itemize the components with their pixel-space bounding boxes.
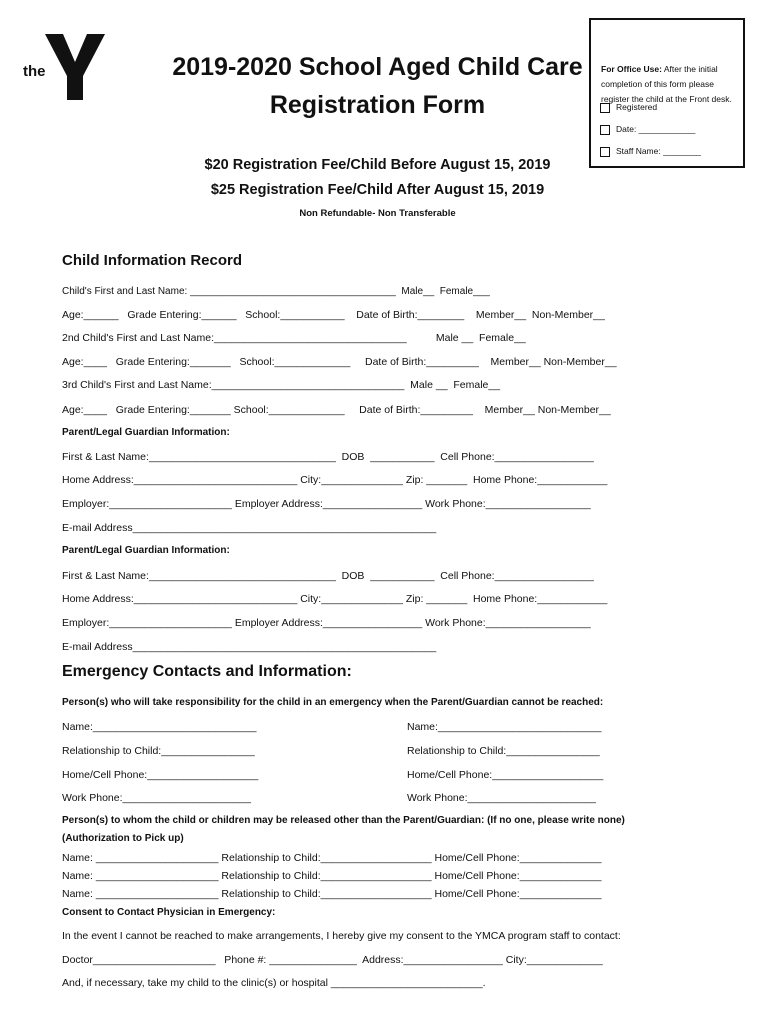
office-use-text: After the initial completion of this form please register the child at the Front desk. — [601, 64, 732, 104]
office-date-row — [600, 122, 695, 137]
registered-checkbox[interactable] — [600, 103, 610, 113]
office-use-heading: For Office Use: — [601, 64, 662, 74]
guardian1-name-field[interactable]: First & Last Name:________________________________ DOB ___________ Cell Phone:_________________ — [62, 451, 594, 463]
emergency-intro: Person(s) who will take responsibility for the child in an emergency when the Parent/Guardian cannot be reached: — [62, 697, 604, 708]
date-label[interactable]: Date: ____________ — [616, 124, 696, 134]
fee-line-before: $20 Registration Fee/Child Before August 15, 2019 — [204, 157, 551, 173]
hospital-field[interactable]: And, if necessary, take my child to the clinic(s) or hospital __________________________. — [62, 977, 486, 989]
child1-name-field[interactable]: Child's First and Last Name: _____________________________________ Male__ Female___ — [62, 286, 490, 297]
ymca-logo — [14, 14, 98, 95]
form-title-line1: 2019-2020 School Aged Child Care — [172, 53, 583, 81]
guardian1-address-field[interactable]: Home Address:____________________________ City:______________ Zip: _______ Home Phone:____________ — [62, 474, 608, 486]
guardian1-heading: Parent/Legal Guardian Information: — [62, 427, 230, 438]
pickup3-field[interactable]: Name: _____________________ Relationship to Child:___________________ Home/Cell Phone:______________ — [62, 888, 602, 900]
emergency1-work-field[interactable]: Work Phone:______________________ — [62, 792, 251, 804]
office-registered-row — [600, 100, 657, 115]
emergency1-relationship-field[interactable]: Relationship to Child:________________ — [62, 745, 255, 757]
child3-name-field[interactable]: 3rd Child's First and Last Name:_________________________________ Male __ Female__ — [62, 379, 501, 391]
registered-label: Registered — [616, 102, 658, 112]
pickup-subheading: (Authorization to Pick up) — [62, 833, 184, 844]
child-info-heading: Child Information Record — [62, 252, 242, 269]
guardian1-email-field[interactable]: E-mail Address____________________________________________________ — [62, 522, 437, 534]
guardian2-address-field[interactable]: Home Address:____________________________ City:______________ Zip: _______ Home Phone:____________ — [62, 593, 608, 605]
staff-checkbox[interactable] — [600, 147, 610, 157]
logo-sub-text: YMCA — [85, 79, 98, 95]
ymca-logo-graphic — [23, 32, 107, 102]
emergency2-work-field[interactable]: Work Phone:______________________ — [407, 792, 596, 804]
emergency1-phone-field[interactable]: Home/Cell Phone:___________________ — [62, 769, 259, 781]
form-title-line2: Registration Form — [269, 91, 486, 119]
logo-brand-text: the — [22, 63, 46, 80]
guardian2-employer-field[interactable]: Employer:_____________________ Employer Address:_________________ Work Phone:__________________ — [62, 617, 591, 629]
emergency2-phone-field[interactable]: Home/Cell Phone:___________________ — [407, 769, 604, 781]
consent-text: In the event I cannot be reached to make arrangements, I hereby give my consent to the YMCA program staff to contact: — [62, 930, 621, 942]
guardian2-name-field[interactable]: First & Last Name:________________________________ DOB ___________ Cell Phone:_________________ — [62, 570, 594, 582]
child3-details-field[interactable]: Age:____ Grade Entering:_______ School:_____________ Date of Birth:_________ Member__ Non-Member__ — [62, 404, 611, 416]
fee-note: Non Refundable- Non Transferable — [299, 208, 456, 219]
emergency1-name-field[interactable]: Name:____________________________ — [62, 721, 257, 733]
emergency-heading: Emergency Contacts and Information: — [62, 663, 352, 680]
child2-details-field[interactable]: Age:____ Grade Entering:_______ School:_____________ Date of Birth:_________ Member__ Non-Member__ — [62, 356, 617, 368]
pickup2-field[interactable]: Name: _____________________ Relationship to Child:___________________ Home/Cell Phone:______________ — [62, 870, 602, 882]
consent-heading: Consent to Contact Physician in Emergency: — [62, 907, 276, 918]
child1-details-field[interactable]: Age:______ Grade Entering:______ School:___________ Date of Birth:________ Member__ Non-Member__ — [62, 309, 605, 321]
pickup-heading: Person(s) to whom the child or children may be released other than the Parent/Guardian: (If no one, please write none) — [62, 815, 625, 826]
emergency2-name-field[interactable]: Name:____________________________ — [407, 721, 602, 733]
date-checkbox[interactable] — [600, 125, 610, 135]
guardian2-email-field[interactable]: E-mail Address____________________________________________________ — [62, 641, 437, 653]
child2-name-field[interactable]: 2nd Child's First and Last Name:_________________________________ Male __ Female__ — [62, 332, 526, 344]
office-staff-row — [600, 144, 701, 159]
doctor-field[interactable]: Doctor_____________________ Phone #: _______________ Address:_________________ City:_____________ — [62, 954, 603, 966]
staff-name-label[interactable]: Staff Name: ________ — [616, 146, 701, 156]
office-use-box — [589, 18, 745, 168]
fee-line-after: $25 Registration Fee/Child After August 15, 2019 — [210, 182, 545, 198]
pickup1-field[interactable]: Name: _____________________ Relationship to Child:___________________ Home/Cell Phone:______________ — [62, 852, 602, 864]
emergency2-relationship-field[interactable]: Relationship to Child:________________ — [407, 745, 600, 757]
guardian2-heading: Parent/Legal Guardian Information: — [62, 545, 230, 556]
guardian1-employer-field[interactable]: Employer:_____________________ Employer Address:_________________ Work Phone:__________________ — [62, 498, 591, 510]
